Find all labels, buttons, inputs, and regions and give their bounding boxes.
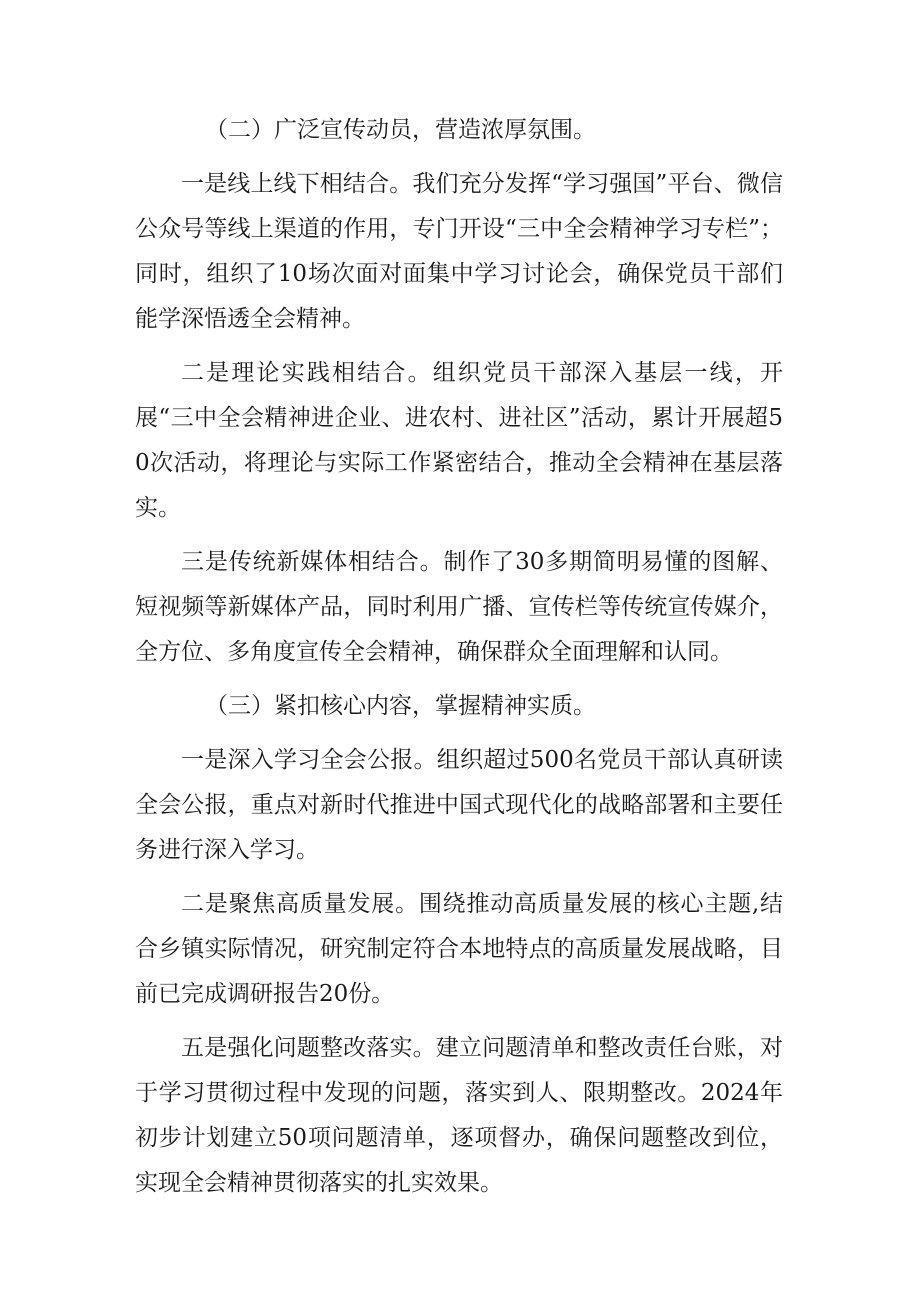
document-body xyxy=(135,108,783,1215)
paragraph-study-communique: 一是深入学习全会公报。组织超过500名党员干部认真研读全会公报，重点对新时代推进中国式现代化的战略部署和主要任务进行深入学习。 xyxy=(135,747,783,863)
paragraph-traditional-new-media: 三是传统新媒体相结合。制作了30多期简明易懂的图解、短视频等新媒体产品，同时利用广播、宣传栏等传统宣传媒介，全方位、多角度宣传全会精神，确保群众全面理解和认同。 xyxy=(135,549,783,665)
paragraph-online-offline: 一是线上线下相结合。我们充分发挥“学习强国”平台、微信公众号等线上渠道的作用，专门开设“三中全会精神学习专栏”；同时，组织了10场次面对面集中学习讨论会，确保党员干部们能学深悟透全会精神。 xyxy=(135,171,783,332)
section-heading-3: （三）紧扣核心内容，掌握精神实质。 xyxy=(205,693,596,719)
paragraph-high-quality-development: 二是聚焦高质量发展。围绕推动高质量发展的核心主题,结合乡镇实际情况，研究制定符合本地特点的高质量发展战略，目前已完成调研报告20份。 xyxy=(135,891,783,1007)
paragraph-rectification: 五是强化问题整改落实。建立问题清单和整改责任台账，对于学习贯彻过程中发现的问题，落实到人、限期整改。2024年初步计划建立50项问题清单，逐项督办，确保问题整改到位，实现全会精神贯彻落实的扎实效果。 xyxy=(135,1035,783,1196)
paragraph-theory-practice: 二是理论实践相结合。组织党员干部深入基层一线，开展“三中全会精神进企业、进农村、进社区”活动，累计开展超50次活动，将理论与实际工作紧密结合，推动全会精神在基层落实。 xyxy=(135,360,783,521)
section-heading-2: （二）广泛宣传动员，营造浓厚氛围。 xyxy=(205,117,596,143)
